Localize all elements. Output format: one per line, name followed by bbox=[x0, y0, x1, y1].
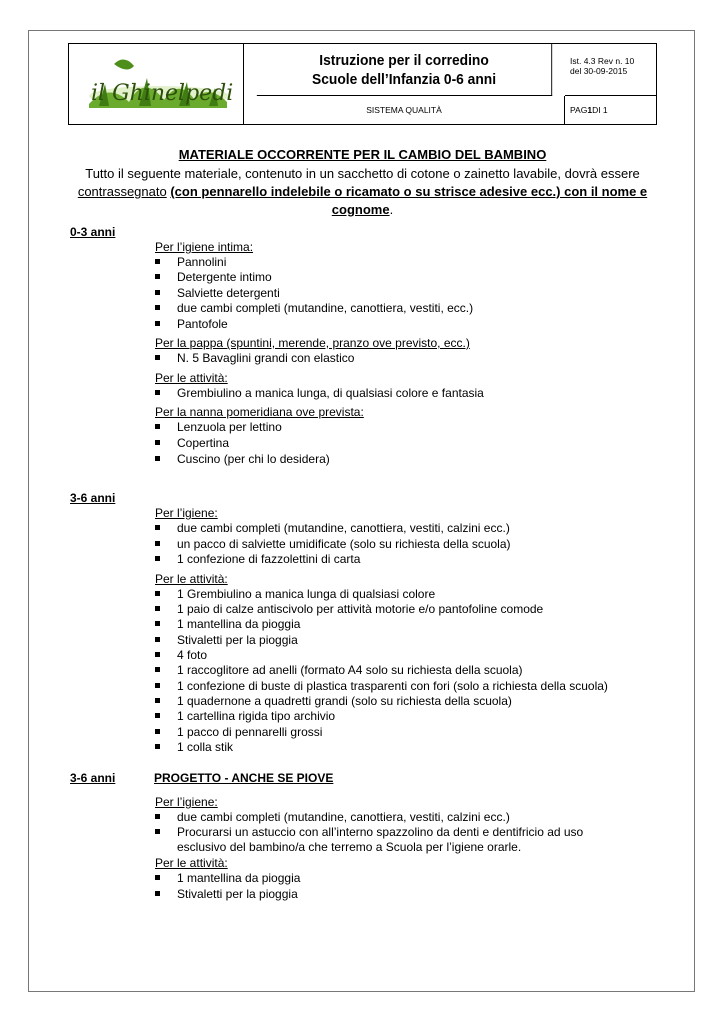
list-item: Salviette detergenti bbox=[155, 286, 635, 301]
category-title: Per l’igiene intima: bbox=[155, 240, 254, 254]
title-line-2: Scuole dell’Infanzia 0-6 anni bbox=[312, 70, 497, 88]
document-title bbox=[257, 44, 552, 96]
list-item: Lenzuola per lettino bbox=[155, 420, 635, 435]
list-item: due cambi completi (mutandine, canottiera, vestiti, calzini ecc.) bbox=[155, 521, 635, 536]
list-item: 1 cartellina rigida tipo archivio bbox=[155, 709, 635, 724]
revision-date: del 30-09-2015 bbox=[570, 66, 628, 76]
age-label-0-3: 0-3 anni bbox=[70, 225, 116, 239]
title-line-1: Istruzione per il corredino bbox=[319, 51, 489, 69]
list-item: 1 confezione di buste di plastica trasparenti con fori (solo a richiesta della scuola) bbox=[155, 679, 635, 694]
intro-paragraph bbox=[68, 165, 657, 219]
section-title: MATERIALE OCCORRENTE PER IL CAMBIO DEL BAMBINO bbox=[178, 147, 547, 162]
category-title: Per le attività: bbox=[155, 572, 228, 586]
category-title: Per l’igiene: bbox=[155, 506, 218, 520]
list-item: Grembiulino a manica lunga, di qualsiasi colore e fantasia bbox=[155, 386, 635, 401]
category-title: Per le attività: bbox=[155, 856, 228, 870]
list-item: 1 quadernone a quadretti grandi (solo su richiesta della scuola) bbox=[155, 694, 635, 709]
grass-logo-icon bbox=[69, 44, 243, 124]
quality-system: SISTEMA QUALITÀ bbox=[244, 96, 565, 124]
list-item: Detergente intimo bbox=[155, 270, 635, 285]
category-title: Per la nanna pomeridiana ove prevista: bbox=[155, 405, 364, 419]
revision-info bbox=[565, 44, 656, 96]
page-number: PAG 1 DI 1 bbox=[570, 105, 608, 115]
age-label-3-6-project: 3-6 anni bbox=[70, 771, 116, 785]
list-item: 1 raccoglitore ad anelli (formato A4 solo su richiesta della scuola) bbox=[155, 663, 635, 678]
list-item: 1 pacco di pennarelli grossi bbox=[155, 725, 635, 740]
document-header bbox=[68, 43, 657, 125]
list-item: 1 paio di calze antiscivolo per attività motorie e/o pantofoline comode bbox=[155, 602, 635, 617]
list-item: Pannolini bbox=[155, 255, 635, 270]
list-item: due cambi completi (mutandine, canottiera, vestiti, ecc.) bbox=[155, 301, 635, 316]
category-title: Per l’igiene: bbox=[155, 795, 218, 809]
list-item: 1 mantellina da pioggia bbox=[155, 871, 635, 886]
list-item: 1 confezione di fazzolettini di carta bbox=[155, 552, 635, 567]
intro-line-1: Tutto il seguente materiale, contenuto in un sacchetto di cotone o zainetto lavabile, dovrà essere bbox=[85, 166, 640, 181]
logo bbox=[69, 44, 244, 124]
category-title: Per la pappa (spuntini, merende, pranzo ove previsto, ecc.) bbox=[155, 336, 470, 350]
list-item: Copertina bbox=[155, 436, 635, 451]
list-item: Cuscino (per chi lo desidera) bbox=[155, 452, 635, 467]
list-item: 1 mantellina da pioggia bbox=[155, 617, 635, 632]
intro-line-2: contrassegnato (con pennarello indelebile o ricamato o su strisce adesive ecc.) con il nome e cognome. bbox=[77, 184, 648, 217]
list-item: N. 5 Bavaglini grandi con elastico bbox=[155, 351, 635, 366]
svg-text:il Ghinelpedi: il Ghinelpedi bbox=[91, 81, 234, 106]
list-item: Pantofole bbox=[155, 317, 635, 332]
list-item: 1 Grembiulino a manica lunga di qualsiasi colore bbox=[155, 587, 635, 602]
list-item: Stivaletti per la pioggia bbox=[155, 887, 635, 902]
project-title: PROGETTO - ANCHE SE PIOVE bbox=[154, 771, 334, 785]
list-item: 1 colla stik bbox=[155, 740, 635, 755]
list-item: Procurarsi un astuccio con all’interno spazzolino da denti e dentifricio ad uso esclusivo del bambino/a che terremo a Scuola per l’igiene orarle. bbox=[155, 825, 635, 856]
list-item: Stivaletti per la pioggia bbox=[155, 633, 635, 648]
list-item: un pacco di salviette umidificate (solo su richiesta della scuola) bbox=[155, 537, 635, 552]
list-item: due cambi completi (mutandine, canottiera, vestiti, calzini ecc.) bbox=[155, 810, 635, 825]
list-item: 4 foto bbox=[155, 648, 635, 663]
revision-number: Ist. 4.3 Rev n. 10 bbox=[570, 56, 635, 66]
age-label-3-6: 3-6 anni bbox=[70, 491, 116, 505]
category-title: Per le attività: bbox=[155, 371, 228, 385]
